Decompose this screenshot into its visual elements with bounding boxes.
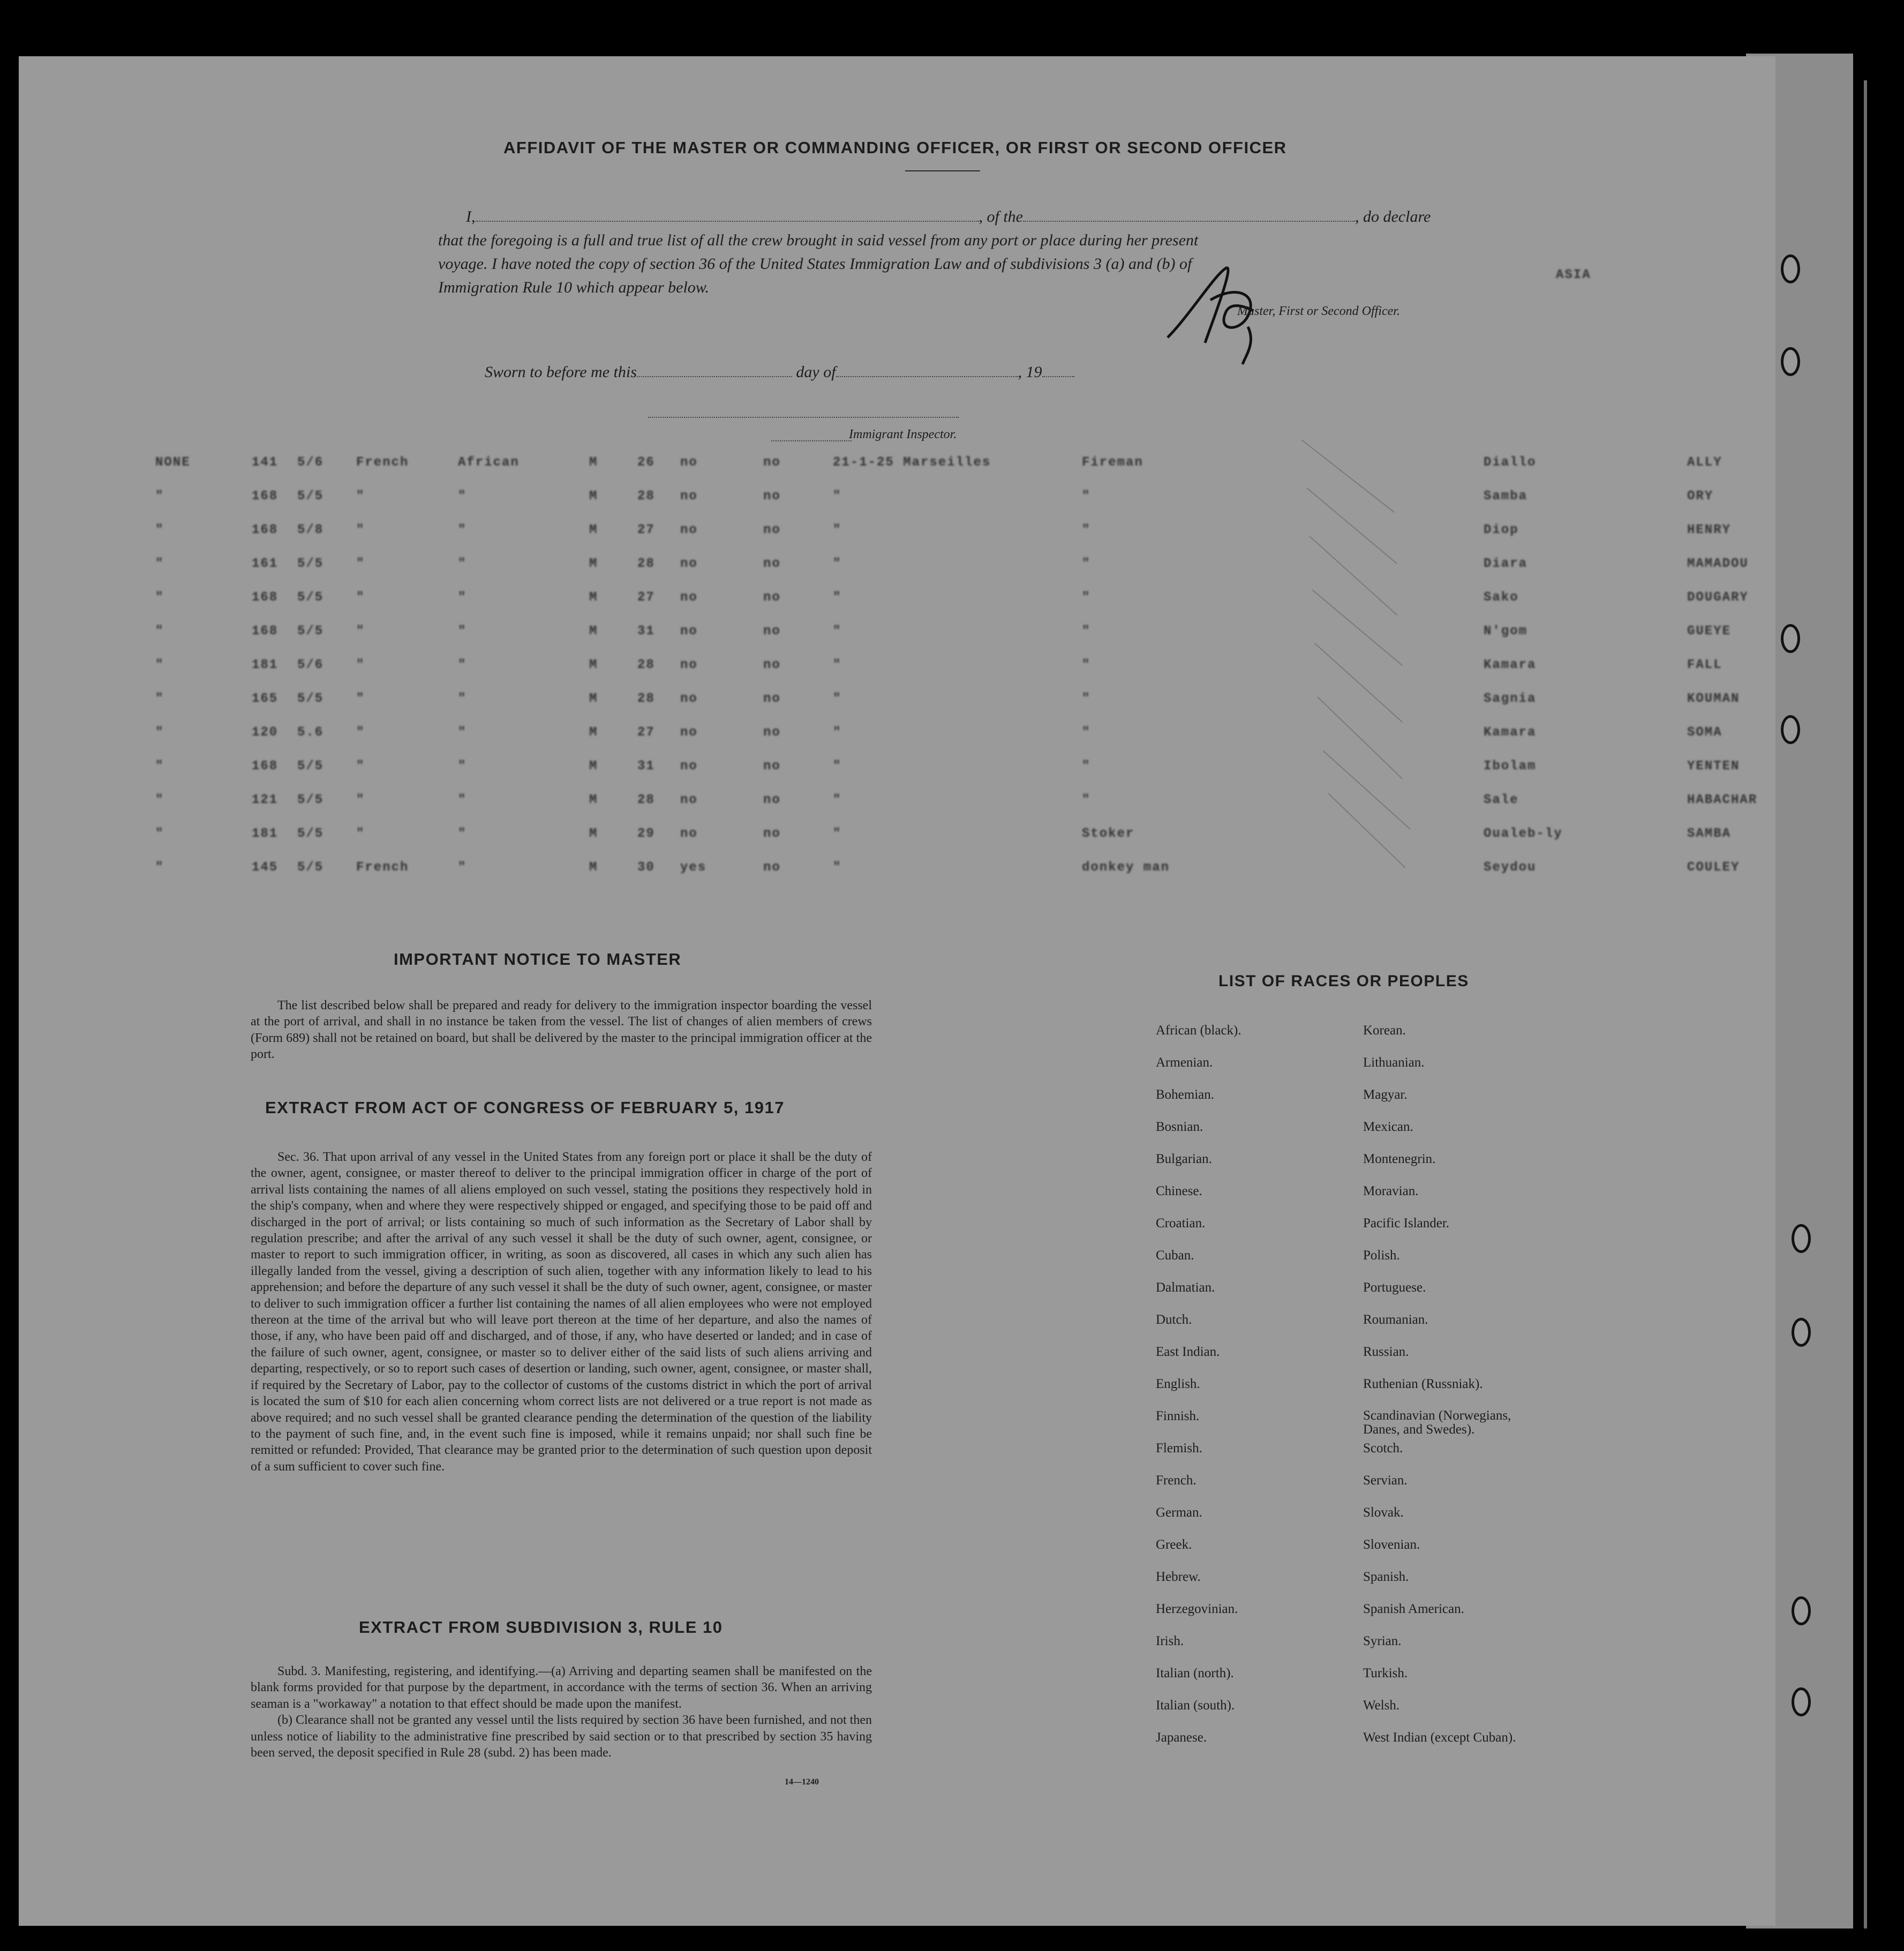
crew-cell: 28: [637, 692, 655, 706]
race-item: French.: [1156, 1473, 1196, 1488]
crew-cell: ": [1082, 557, 1091, 571]
crew-cell: no: [763, 827, 781, 841]
crew-cell: French: [356, 455, 409, 470]
crew-cell: no: [680, 489, 698, 504]
crew-cell: ": [458, 523, 467, 537]
rule-text-a: Subd. 3. Manifesting, registering, and identifying.—(a) Arriving and departing seamen shall be manifested on the blank forms provided for that purpose by the department, in accordance with the terms of section 36. When an arriving seaman is a "workaway" a notation to that effect should be made upon the manifest.: [251, 1664, 872, 1711]
race-item: Finnish.: [1156, 1409, 1200, 1423]
binder-hole: [1792, 1596, 1811, 1625]
crew-cell: ": [155, 489, 164, 504]
race-item: Slovenian.: [1363, 1537, 1420, 1552]
crew-cell: ": [1082, 489, 1091, 504]
crew-cell: no: [680, 658, 698, 672]
crew-cell: no: [680, 455, 698, 470]
crew-cell: Oualeb-ly: [1484, 827, 1563, 841]
race-item: West Indian (except Cuban).: [1363, 1730, 1516, 1745]
race-item: Dalmatian.: [1156, 1280, 1215, 1295]
race-item: Croatian.: [1156, 1216, 1206, 1230]
crew-cell: ": [356, 827, 365, 841]
crew-cell: ": [356, 692, 365, 706]
crew-cell: KOUMAN: [1687, 692, 1740, 706]
crew-cell: 21-1-25 Marseilles: [833, 455, 991, 470]
race-item: Chinese.: [1156, 1184, 1202, 1198]
race-item: Armenian.: [1156, 1055, 1213, 1070]
race-item: Syrian.: [1363, 1634, 1402, 1648]
crew-cell: M: [589, 692, 598, 706]
crew-cell: NONE: [155, 455, 191, 470]
crew-cell: ": [356, 759, 365, 774]
crew-cell: Sagnia: [1484, 692, 1537, 706]
race-item: Dutch.: [1156, 1312, 1192, 1327]
crew-cell: 30: [637, 860, 655, 875]
crew-cell: Sako: [1484, 590, 1519, 605]
of-the-label: , of the: [979, 208, 1023, 226]
do-declare-label: , do declare: [1355, 208, 1431, 226]
race-item: Mexican.: [1363, 1120, 1413, 1134]
notice-title: IMPORTANT NOTICE TO MASTER: [394, 950, 682, 969]
crew-cell: ": [458, 624, 467, 639]
crew-cell: no: [680, 590, 698, 605]
crew-cell: no: [763, 455, 781, 470]
crew-cell: 26: [637, 455, 655, 470]
race-item: Flemish.: [1156, 1441, 1202, 1455]
crew-cell: HABACHAR: [1687, 793, 1758, 807]
race-item: Italian (north).: [1156, 1666, 1234, 1680]
page-edge: [1864, 80, 1867, 1929]
crew-cell: ": [356, 624, 365, 639]
crew-cell: GUEYE: [1687, 624, 1732, 639]
rule-text-block: [251, 1663, 872, 1761]
crew-cell: ": [458, 557, 467, 571]
crew-cell: 5/8: [297, 523, 324, 537]
document-sheet: [19, 56, 1775, 1926]
race-item: Spanish American.: [1363, 1602, 1464, 1616]
crew-cell: ": [833, 725, 842, 740]
crew-cell: Kamara: [1484, 658, 1537, 672]
race-item: Magyar.: [1363, 1087, 1408, 1102]
crew-cell: ": [458, 860, 467, 875]
crew-cell: MAMADOU: [1687, 557, 1749, 571]
crew-cell: 27: [637, 523, 655, 537]
inspector-fill-line[interactable]: [648, 417, 959, 418]
crew-cell: no: [763, 860, 781, 875]
crew-cell: Samba: [1484, 489, 1528, 504]
race-item: Roumanian.: [1363, 1312, 1428, 1327]
crew-cell: 168: [252, 590, 279, 605]
crew-cell: 27: [637, 590, 655, 605]
crew-cell: 5/6: [297, 455, 324, 470]
race-item: Hebrew.: [1156, 1570, 1201, 1584]
crew-cell: yes: [680, 860, 707, 875]
sworn-label: Sworn to before me this: [485, 363, 637, 381]
race-item: Cuban.: [1156, 1248, 1194, 1263]
sworn-day-fill[interactable]: [637, 376, 792, 377]
crew-cell: 141: [252, 455, 279, 470]
bleed-through-asia: ASIA: [1556, 268, 1591, 282]
race-item: African (black).: [1156, 1023, 1241, 1038]
crew-cell: ": [356, 557, 365, 571]
crew-cell: ": [155, 827, 164, 841]
crew-cell: ": [356, 658, 365, 672]
crew-cell: no: [763, 658, 781, 672]
race-item: Lithuanian.: [1363, 1055, 1425, 1070]
crew-cell: ": [356, 725, 365, 740]
crew-cell: 168: [252, 523, 279, 537]
race-item: Spanish.: [1363, 1570, 1409, 1584]
crew-cell: Fireman: [1082, 455, 1143, 470]
crew-cell: ": [833, 860, 842, 875]
crew-cell: French: [356, 860, 409, 875]
crew-cell: M: [589, 590, 598, 605]
crew-cell: no: [680, 793, 698, 807]
crew-cell: ": [1082, 658, 1091, 672]
crew-cell: 5/5: [297, 793, 324, 807]
crew-cell: no: [680, 692, 698, 706]
crew-cell: ": [833, 624, 842, 639]
vessel-fill-line[interactable]: [1023, 221, 1355, 222]
crew-cell: ": [1082, 725, 1091, 740]
crew-cell: no: [680, 725, 698, 740]
crew-cell: M: [589, 523, 598, 537]
crew-cell: ": [833, 557, 842, 571]
race-item: Turkish.: [1363, 1666, 1408, 1680]
crew-cell: ": [458, 827, 467, 841]
crew-cell: 5/5: [297, 692, 324, 706]
crew-cell: ": [1082, 692, 1091, 706]
crew-cell: 28: [637, 557, 655, 571]
crew-cell: Stoker: [1082, 827, 1135, 841]
crew-cell: 161: [252, 557, 279, 571]
crew-cell: Sale: [1484, 793, 1519, 807]
crew-cell: Diallo: [1484, 455, 1537, 470]
crew-cell: ": [458, 658, 467, 672]
crew-cell: 31: [637, 624, 655, 639]
rule-text-b: (b) Clearance shall not be granted any vessel until the lists required by section 36 have been furnished, and not then unless notice of liability to the administrative fine prescribed by said section or to that prescribed by section 35 having been served, the deposit specified in Rule 28 (subd. 2) has been made.: [251, 1713, 872, 1760]
race-item: Welsh.: [1363, 1698, 1400, 1713]
crew-cell: 120: [252, 725, 279, 740]
crew-cell: YENTEN: [1687, 759, 1740, 774]
affidavit-first-line: [466, 208, 1431, 226]
race-item: Pacific Islander.: [1363, 1216, 1450, 1230]
affidavit-line-1: that the foregoing is a full and true list of all the crew brought in said vessel from any port or place during her present: [438, 231, 1199, 249]
crew-cell: African: [458, 455, 520, 470]
crew-cell: Diara: [1484, 557, 1528, 571]
crew-cell: 28: [637, 658, 655, 672]
crew-cell: no: [680, 624, 698, 639]
affidavit-line-3: Immigration Rule 10 which appear below.: [438, 279, 710, 296]
notice-text: The list described below shall be prepared and ready for delivery to the immigration inspector boarding the vessel at the port of arrival, and shall in no instance be taken from the vessel. The list of changes of alien members of crews (Form 689) shall not be retained on board, but shall be delivered by the master to the principal immigration officer at the port.: [251, 999, 872, 1062]
signature-caption: Master, First or Second Officer.: [1237, 304, 1400, 318]
race-item: Portuguese.: [1363, 1280, 1426, 1295]
crew-cell: 28: [637, 793, 655, 807]
race-item: Scandinavian (Norwegians, Danes, and Swedes).: [1363, 1408, 1511, 1437]
crew-cell: ": [1082, 793, 1091, 807]
crew-cell: ": [833, 759, 842, 774]
crew-cell: no: [763, 793, 781, 807]
crew-cell: ": [155, 658, 164, 672]
affidavit-line-2: voyage. I have noted the copy of section 36 of the United States Immigration Law and of subdivisions 3 (a) and (b) of: [438, 255, 1192, 273]
crew-cell: M: [589, 827, 598, 841]
crew-cell: ": [155, 793, 164, 807]
crew-cell: 29: [637, 827, 655, 841]
crew-cell: ": [833, 489, 842, 504]
crew-cell: ": [155, 590, 164, 605]
binder-hole: [1792, 1224, 1811, 1253]
binder-hole: [1792, 1687, 1811, 1716]
crew-cell: 5/5: [297, 557, 324, 571]
crew-cell: no: [763, 692, 781, 706]
crew-cell: ": [833, 658, 842, 672]
crew-cell: ": [155, 725, 164, 740]
inspector-fill-line-2[interactable]: [771, 440, 852, 441]
crew-cell: M: [589, 624, 598, 639]
crew-cell: M: [589, 455, 598, 470]
name-fill-line[interactable]: [476, 221, 979, 222]
crew-cell: donkey man: [1082, 860, 1170, 875]
act-text: Sec. 36. That upon arrival of any vessel in the United States from any foreign port or place it shall be the duty of the owner, agent, consignee, or master thereof to deliver to the principal immigration officer in charge of the port of arrival lists containing the names of all aliens employed on such vessel, stating the positions they respectively hold in the ship's company, when and where they were respectively shipped or engaged, and specifying those to be paid off and discharged in the port of arrival; or lists containing so much of such information as the Secretary of Labor shall by regulation prescribe; and after the arrival of any such vessel it shall be the duty of such owner, agent, consignee, or master to report to such immigration officer, in writing, as soon as discovered, all cases in which any such alien has illegally landed from the vessel, giving a description of such alien, together with any information likely to lead to his apprehension; and before the departure of any such vessel it shall be the duty of such owner, agent, consignee, or master to deliver to such immigration officer a further list containing the names of all alien employees who were not employed thereon at the time of the arrival but who will leave port thereon at the time of her departure, and also the names of those, if any, who have been paid off and discharged, and of those, if any, who have deserted or landed; and in case of the failure of such owner, agent, consignee, or master so to deliver either of the said lists of such aliens arriving and departing, respectively, or so to report such cases of desertion or landing, such owner, agent, consignee, or master shall, if required by the Secretary of Labor, pay to the collector of customs of the customs district in which the port of arrival is located the sum of $10 for each alien concerning whom correct lists are not delivered or a true report is not made as above required; and no such vessel shall be granted clearance pending the determination of the question of the liability to the payment of such fine, and, in the event such fine is imposed, while it remains unpaid; nor shall such fine be remitted or refunded: Provided, That clearance may be granted prior to the determination of such question upon deposit of a sum sufficient to cover such fine.: [251, 1150, 872, 1474]
crew-cell: 145: [252, 860, 279, 875]
crew-cell: Kamara: [1484, 725, 1537, 740]
race-item: Scotch.: [1363, 1441, 1403, 1455]
crew-cell: N'gom: [1484, 624, 1528, 639]
rule-title: EXTRACT FROM SUBDIVISION 3, RULE 10: [359, 1618, 723, 1637]
binder-hole: [1781, 347, 1800, 376]
crew-cell: ": [458, 590, 467, 605]
crew-cell: ": [458, 759, 467, 774]
crew-cell: ": [833, 590, 842, 605]
sworn-line: [485, 363, 1074, 381]
crew-cell: no: [680, 523, 698, 537]
binder-hole: [1792, 1318, 1811, 1347]
crew-cell: DOUGARY: [1687, 590, 1749, 605]
race-item: Italian (south).: [1156, 1698, 1235, 1713]
act-text-block: [251, 1149, 872, 1475]
race-item: Ruthenian (Russniak).: [1363, 1377, 1483, 1391]
race-item: Moravian.: [1363, 1184, 1419, 1198]
crew-cell: ": [833, 793, 842, 807]
crew-cell: no: [763, 759, 781, 774]
year-label: , 19: [1018, 363, 1042, 381]
crew-cell: COULEY: [1687, 860, 1740, 875]
crew-cell: ": [356, 793, 365, 807]
crew-cell: ": [1082, 590, 1091, 605]
crew-cell: Seydou: [1484, 860, 1537, 875]
day-of-label: day of: [796, 363, 836, 381]
binder-hole: [1781, 624, 1800, 653]
crew-cell: FALL: [1687, 658, 1722, 672]
race-item: Bosnian.: [1156, 1120, 1203, 1134]
affidavit-i: I,: [466, 208, 476, 226]
crew-cell: ": [458, 793, 467, 807]
crew-cell: ": [458, 489, 467, 504]
crew-cell: 5/6: [297, 658, 324, 672]
race-item: Russian.: [1363, 1345, 1409, 1359]
crew-cell: ": [155, 860, 164, 875]
crew-cell: M: [589, 658, 598, 672]
crew-cell: ": [356, 489, 365, 504]
crew-cell: no: [680, 827, 698, 841]
binder-hole: [1781, 254, 1800, 283]
crew-cell: 5/5: [297, 489, 324, 504]
crew-cell: 28: [637, 489, 655, 504]
race-item: Bulgarian.: [1156, 1152, 1212, 1166]
binder-hole: [1781, 715, 1800, 744]
crew-cell: 27: [637, 725, 655, 740]
race-item: Polish.: [1363, 1248, 1400, 1263]
crew-cell: ": [1082, 759, 1091, 774]
crew-cell: 5.6: [297, 725, 324, 740]
race-item: Herzegovinian.: [1156, 1602, 1238, 1616]
crew-cell: ": [833, 827, 842, 841]
race-item: Bohemian.: [1156, 1087, 1215, 1102]
crew-cell: M: [589, 793, 598, 807]
crew-cell: Diop: [1484, 523, 1519, 537]
crew-cell: no: [763, 590, 781, 605]
race-item: Irish.: [1156, 1634, 1184, 1648]
race-item: Montenegrin.: [1363, 1152, 1436, 1166]
crew-cell: SAMBA: [1687, 827, 1732, 841]
crew-cell: 5/5: [297, 759, 324, 774]
crew-cell: 5/5: [297, 624, 324, 639]
crew-cell: M: [589, 489, 598, 504]
race-item: Japanese.: [1156, 1730, 1207, 1745]
race-item: English.: [1156, 1377, 1200, 1391]
crew-cell: 181: [252, 827, 279, 841]
race-item: Korean.: [1363, 1023, 1406, 1038]
crew-cell: ": [833, 692, 842, 706]
affidavit-title: AFFIDAVIT OF THE MASTER OR COMMANDING OFFICER, OR FIRST OR SECOND OFFICER: [503, 138, 1287, 157]
crew-cell: M: [589, 557, 598, 571]
race-item: German.: [1156, 1505, 1202, 1520]
crew-cell: ": [458, 692, 467, 706]
crew-cell: ": [458, 725, 467, 740]
crew-cell: M: [589, 725, 598, 740]
race-item: Slovak.: [1363, 1505, 1404, 1520]
crew-cell: ": [155, 557, 164, 571]
crew-cell: ": [155, 624, 164, 639]
crew-cell: 31: [637, 759, 655, 774]
crew-cell: ": [155, 759, 164, 774]
crew-cell: no: [680, 759, 698, 774]
race-item: East Indian.: [1156, 1345, 1220, 1359]
crew-cell: ORY: [1687, 489, 1714, 504]
races-title: LIST OF RACES OR PEOPLES: [1218, 972, 1469, 990]
crew-cell: ": [155, 523, 164, 537]
crew-cell: 5/5: [297, 860, 324, 875]
crew-cell: ": [1082, 624, 1091, 639]
crew-cell: ": [356, 523, 365, 537]
crew-cell: M: [589, 860, 598, 875]
crew-cell: 165: [252, 692, 279, 706]
crew-cell: ": [155, 692, 164, 706]
crew-cell: ": [1082, 523, 1091, 537]
crew-cell: 181: [252, 658, 279, 672]
notice-text-block: [251, 997, 872, 1063]
crew-cell: no: [763, 557, 781, 571]
crew-cell: no: [763, 624, 781, 639]
crew-cell: no: [763, 523, 781, 537]
crew-cell: no: [763, 489, 781, 504]
title-rule: [905, 170, 980, 171]
crew-cell: 5/5: [297, 590, 324, 605]
crew-cell: ": [356, 590, 365, 605]
race-item: Servian.: [1363, 1473, 1408, 1488]
crew-cell: ALLY: [1687, 455, 1722, 470]
crew-cell: 168: [252, 759, 279, 774]
sworn-year-fill[interactable]: [1042, 376, 1074, 377]
crew-cell: SOMA: [1687, 725, 1722, 740]
crew-cell: Ibolam: [1484, 759, 1537, 774]
crew-cell: M: [589, 759, 598, 774]
crew-cell: no: [763, 725, 781, 740]
crew-cell: 5/5: [297, 827, 324, 841]
crew-cell: 168: [252, 624, 279, 639]
race-item: Greek.: [1156, 1537, 1192, 1552]
crew-cell: HENRY: [1687, 523, 1732, 537]
sworn-month-fill[interactable]: [836, 376, 1018, 377]
act-title: EXTRACT FROM ACT OF CONGRESS OF FEBRUARY 5, 1917: [265, 1098, 785, 1117]
inspector-caption: Immigrant Inspector.: [849, 427, 957, 441]
crew-cell: 168: [252, 489, 279, 504]
form-number: 14—1240: [785, 1777, 819, 1787]
crew-cell: 121: [252, 793, 279, 807]
crew-cell: no: [680, 557, 698, 571]
crew-cell: ": [833, 523, 842, 537]
